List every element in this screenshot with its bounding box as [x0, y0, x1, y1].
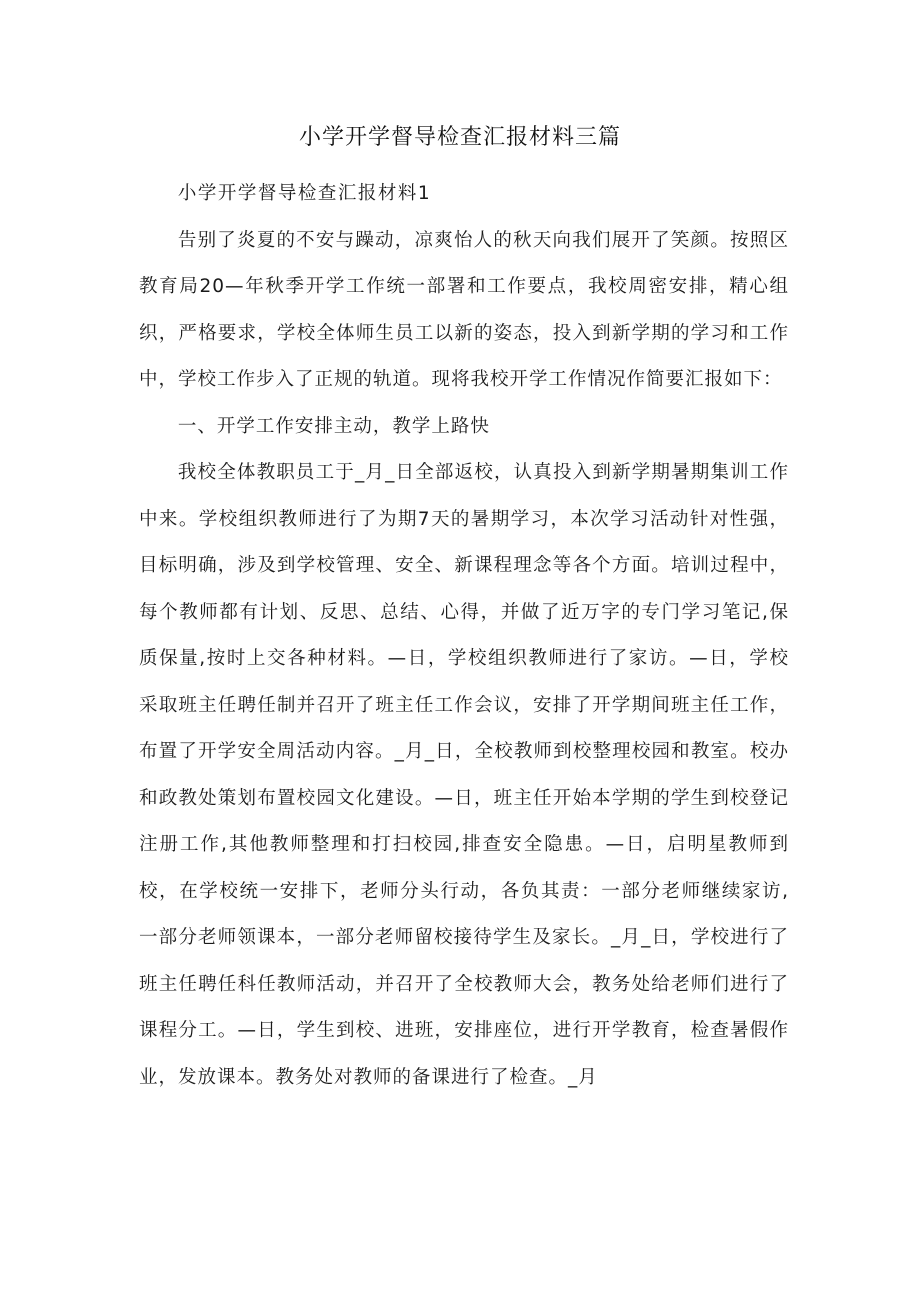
paragraph-intro: 告别了炎夏的不安与躁动，凉爽怡人的秋天向我们展开了笑颜。按照区教育局20—年秋季开学工作统一部署和工作要点，我校周密安排，精心组织，严格要求，学校全体师生员工以新的姿态，投入到新学期的学习和工作中，学校工作步入了正规的轨道。现将我校开学工作情况作简要汇报如下：: [139, 229, 789, 390]
document-title: 小学开学督导检查汇报材料三篇: [298, 125, 621, 150]
section-subtitle: 小学开学督导检查汇报材料1: [177, 183, 432, 204]
paragraph-body: 我校全体教职员工于_月_日全部返校，认真投入到新学期暑期集训工作中来。学校组织教师进行了为期7天的暑期学习，本次学习活动针对性强，目标明确，涉及到学校管理、安全、新课程理念等各个方面。培训过程中，每个教师都有计划、反思、总结、心得，并做了近万字的专门学习笔记,保质保量,按时上交各种材料。—日，学校组织教师进行了家访。—日，学校采取班主任聘任制并召开了班主任工作会议，安排了开学期间班主任工作，布置了开学安全周活动内容。_月_日，全校教师到校整理校园和教室。校办和政教处策划布置校园文化建设。—日，班主任开始本学期的学生到校登记注册工作,其他教师整理和打扫校园,排查安全隐患。—日，启明星教师到校，在学校统一安排下，老师分头行动，各负其责：一部分老师继续家访,一部分老师领课本，一部分老师留校接待学生及家长。_月_日，学校进行了班主任聘任科任教师活动，并召开了全校教师大会，教务处给老师们进行了课程分工。—日，学生到校、进班，安排座位，进行开学教育，检查暑假作业，发放课本。教务处对教师的备课进行了检查。_月: [139, 462, 789, 1088]
section-heading: 一、开学工作安排主动，教学上路快: [177, 415, 490, 437]
document-body: [139, 171, 789, 1101]
